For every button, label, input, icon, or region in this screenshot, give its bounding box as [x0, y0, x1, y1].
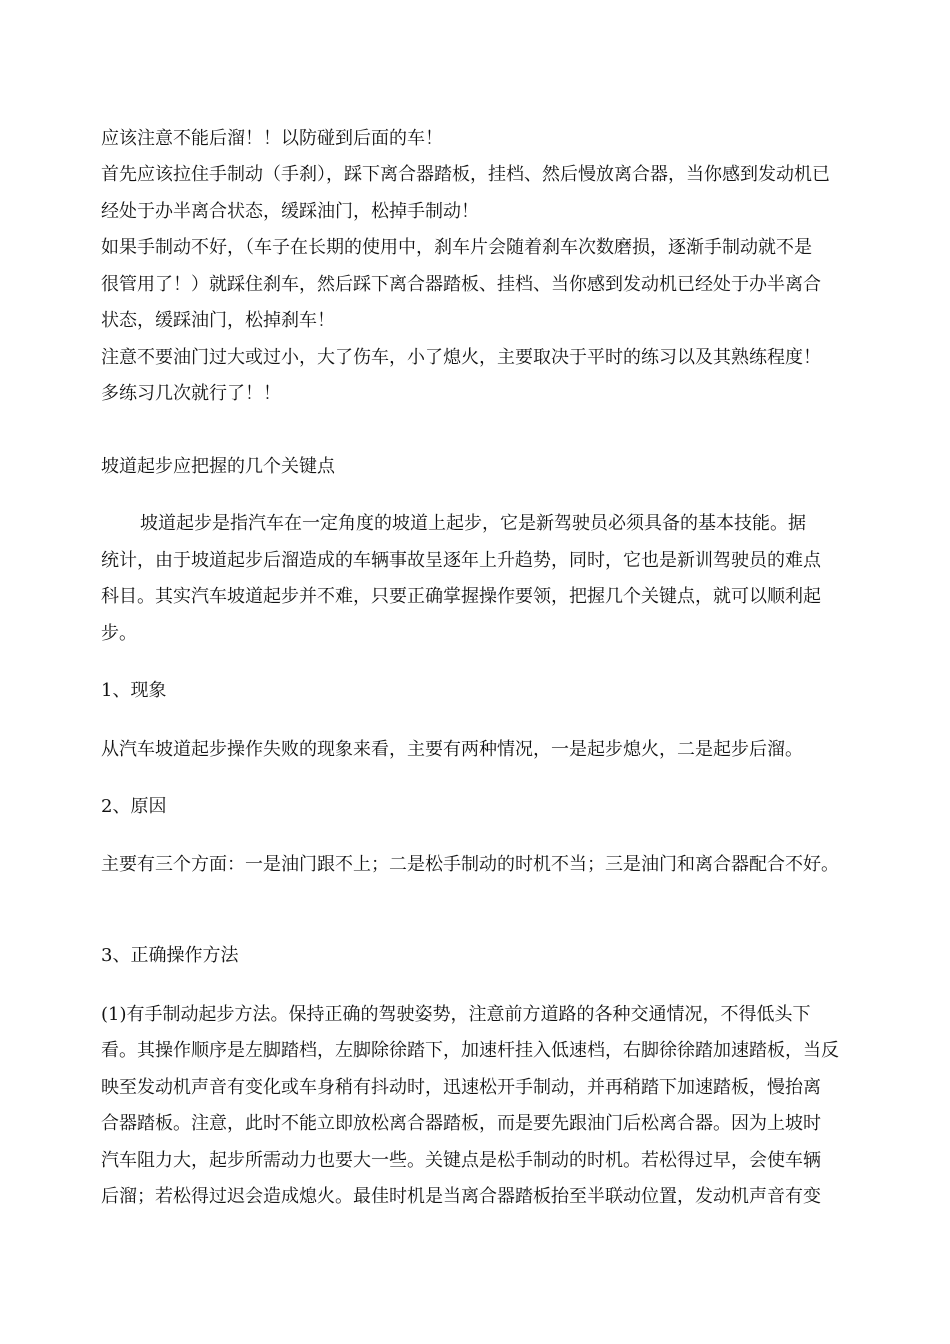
paragraph-line: 统计，由于坡道起步后溜造成的车辆事故呈逐年上升趋势，同时，它也是新训驾驶员的难点 [101, 550, 821, 571]
paragraph-line: 合器踏板。注意，此时不能立即放松离合器踏板，而是要先跟油门后松离合器。因为上坡时 [101, 1113, 821, 1134]
intro-line: 状态，缓踩油门，松掉刹车！ [101, 310, 335, 331]
paragraph-line: (1)有手制动起步方法。保持正确的驾驶姿势，注意前方道路的各种交通情况，不得低头下 [101, 1004, 811, 1025]
section-heading: 2、原因 [101, 796, 167, 817]
article-title: 坡道起步应把握的几个关键点 [101, 456, 335, 477]
intro-line: 如果手制动不好，（车子在长期的使用中，刹车片会随着刹车次数磨损，逐渐手制动就不是 [101, 237, 812, 258]
paragraph-line: 汽车阻力大，起步所需动力也要大一些。关键点是松手制动的时机。若松得过早，会使车辆 [101, 1150, 821, 1171]
paragraph-line: 坡道起步是指汽车在一定角度的坡道上起步，它是新驾驶员必须具备的基本技能。据 [140, 513, 806, 534]
intro-line: 多练习几次就行了！！ [101, 383, 281, 404]
section-heading: 3、正确操作方法 [101, 945, 239, 966]
intro-line: 首先应该拉住手制动（手刹），踩下离合器踏板，挂档、然后慢放离合器，当你感到发动机已 [101, 164, 830, 185]
intro-line: 应该注意不能后溜！！以防碰到后面的车！ [101, 128, 443, 149]
section-text: 从汽车坡道起步操作失败的现象来看，主要有两种情况，一是起步熄火，二是起步后溜。 [101, 739, 803, 760]
paragraph-line: 科目。其实汽车坡道起步并不难，只要正确掌握操作要领，把握几个关键点，就可以顺利起 [101, 586, 821, 607]
intro-line: 经处于办半离合状态，缓踩油门，松掉手制动！ [101, 201, 479, 222]
section-text: 主要有三个方面：一是油门跟不上；二是松手制动的时机不当；三是油门和离合器配合不好。 [101, 854, 839, 875]
paragraph-line: 后溜；若松得过迟会造成熄火。最佳时机是当离合器踏板抬至半联动位置，发动机声音有变 [101, 1186, 821, 1207]
intro-line: 注意不要油门过大或过小，大了伤车，小了熄火，主要取决于平时的练习以及其熟练程度！ [101, 347, 821, 368]
paragraph-line: 映至发动机声音有变化或车身稍有抖动时，迅速松开手制动，并再稍踏下加速踏板，慢抬离 [101, 1077, 821, 1098]
section-heading: 1、现象 [101, 680, 167, 701]
intro-line: 很管用了！）就踩住刹车，然后踩下离合器踏板、挂档、当你感到发动机已经处于办半离合 [101, 274, 821, 295]
paragraph-line: 看。其操作顺序是左脚踏档，左脚除徐踏下，加速杆挂入低速档，右脚徐徐踏加速踏板，当反 [101, 1040, 839, 1061]
paragraph-line: 步。 [101, 623, 137, 644]
